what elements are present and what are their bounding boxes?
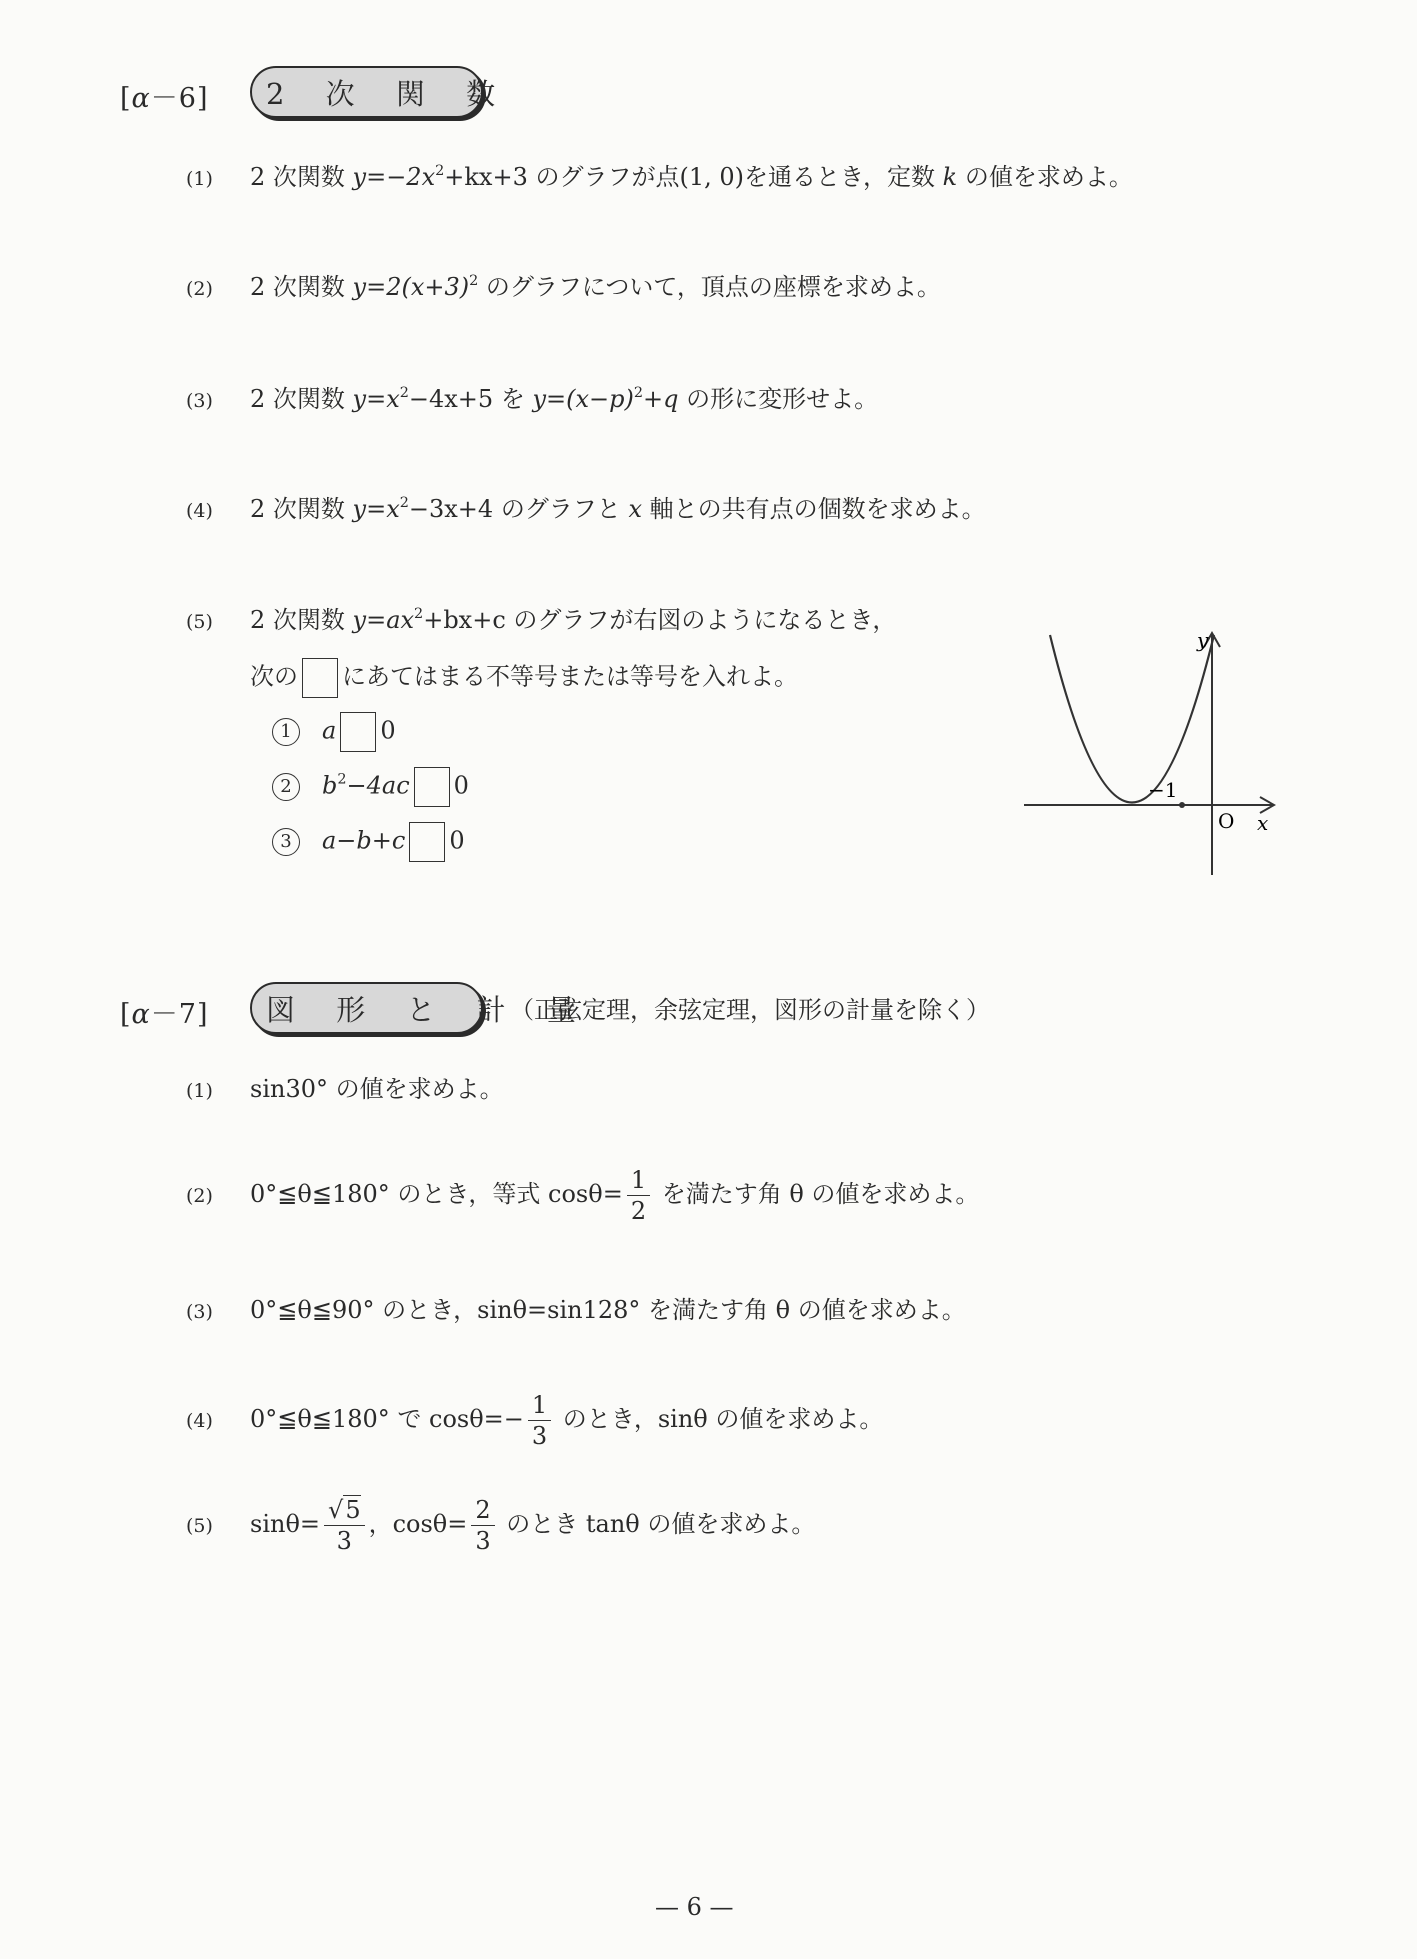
answer-box[interactable] [414,767,450,807]
answer-box[interactable] [340,712,376,752]
problem-6-5-item-3: 3 a−b+c 0 [272,822,465,862]
problem-number: (3) [186,390,213,412]
fraction: $\frac{2}{3}$ [471,1495,494,1556]
page-number: — 6 — [655,1893,734,1921]
problem-7-4: (4) 0°≦θ≦180° で cosθ=− $\frac{1}{3}$ のとき，sinθ の値を求めよ。 [186,1391,884,1450]
circled-number: 1 [272,718,300,746]
circled-number: 3 [272,828,300,856]
y-axis-label: y [1197,628,1209,652]
problem-number: (1) [186,168,213,190]
root-label: −1 [1148,778,1178,802]
problem-6-4: (4) 2 次関数 $y=x^2-3x+4$ のグラフと x 軸との共有点の個数を求めよ。 [186,492,986,528]
circled-number: 2 [272,773,300,801]
section-7-title: 図 形 と 計 量 [250,982,483,1034]
parabola-graph [1010,625,1300,885]
fraction: $\frac{1}{3}$ [528,1390,551,1451]
problem-6-5-line2: 次の にあてはまる不等号または等号を入れよ。 [250,658,798,698]
problem-number: (1) [186,1080,213,1102]
origin-label: O [1218,809,1235,833]
answer-blank-box [302,658,338,698]
section-6-id: [α－6] [120,83,209,114]
problem-number: (4) [186,1410,213,1432]
section-7-id: [α－7] [120,999,209,1030]
fraction: $\frac{√5}{3}$ [324,1495,365,1556]
root-point [1179,802,1185,808]
problem-6-5-item-1: 1 a 0 [272,712,396,752]
x-axis-label: x [1257,811,1269,835]
fraction: $\frac{1}{2}$ [627,1165,650,1226]
problem-7-2: (2) 0°≦θ≦180° のとき，等式 cosθ= $\frac{1}{2}$ を満たす角 θ の値を求めよ。 [186,1166,980,1225]
problem-7-5: (5) sinθ= $\frac{√5}{3}$ ，cosθ= $\frac{2}{3}$ のとき tanθ の値を求めよ。 [186,1496,816,1555]
problem-6-5-item-2: 2 $b^2-4ac$ 0 [272,767,469,807]
parabola-curve [1050,635,1214,803]
problem-7-3: (3) 0°≦θ≦90° のとき，sinθ=sin128° を満たす角 θ の値を求めよ。 [186,1293,966,1329]
problem-number: (4) [186,500,213,522]
problem-6-2: (2) 2 次関数 $y=2(x+3)^2$ のグラフについて，頂点の座標を求めよ。 [186,270,941,306]
problem-6-3: (3) 2 次関数 $y=x^2-4x+5$ を $y=(x-p)^2+q$ の形に変形せよ。 [186,382,878,418]
problem-number: (2) [186,1185,213,1207]
problem-number: (5) [186,1515,213,1537]
problem-6-1: (1) 2 次関数 $y=-2x^2+kx+3$ のグラフが点(1, 0)を通るとき，定数 k の値を求めよ。 [186,160,1133,196]
section-7-note: （正弦定理，余弦定理，図形の計量を除く） [510,996,990,1024]
problem-7-1: (1) sin30° の値を求めよ。 [186,1072,504,1108]
section-6-title: 2 次 関 数 [250,66,483,118]
problem-number: (2) [186,278,213,300]
problem-number: (5) [186,611,213,633]
problem-number: (3) [186,1301,213,1323]
problem-6-5: (5) 2 次関数 $y=ax^2+bx+c$ のグラフが右図のようになるとき， [186,603,896,639]
answer-box[interactable] [409,822,445,862]
